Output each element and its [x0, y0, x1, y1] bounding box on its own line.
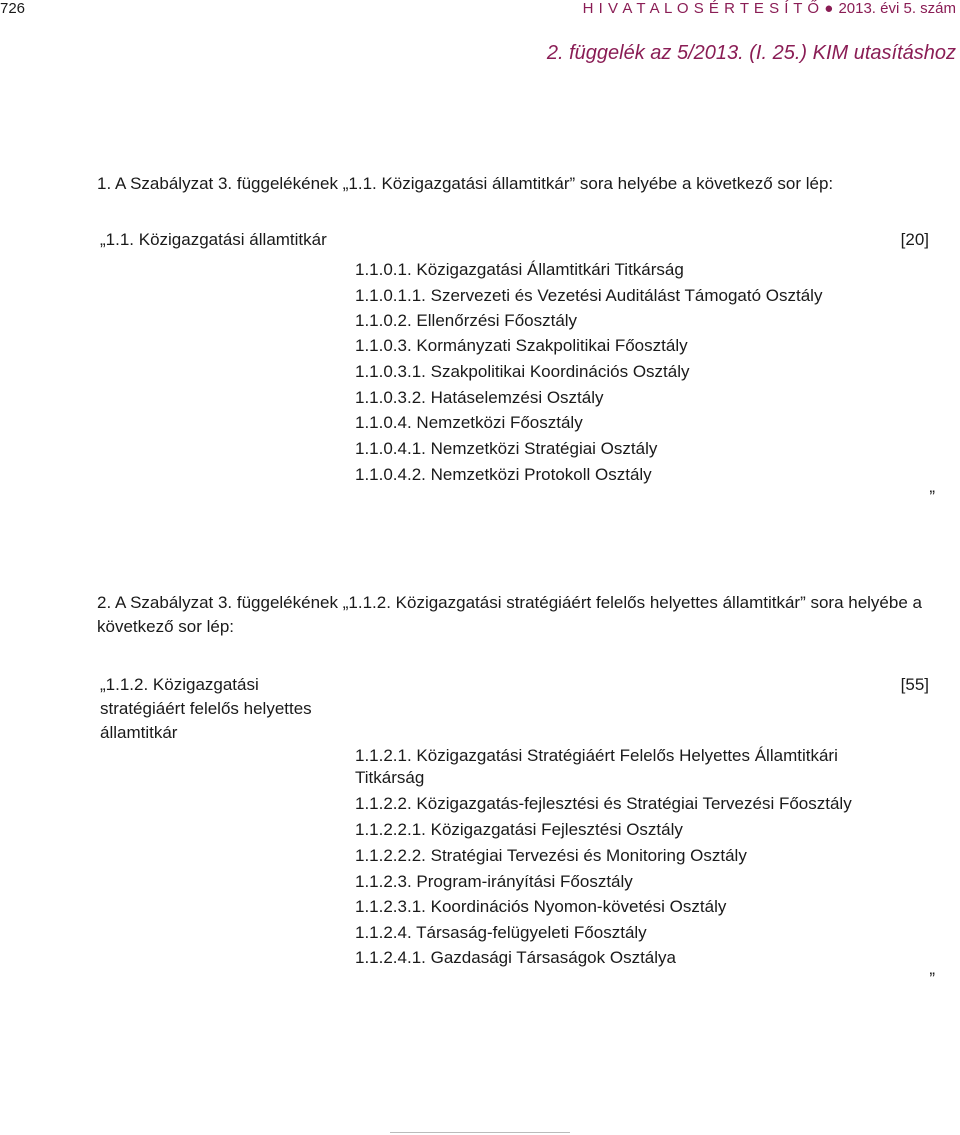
list-item: 1.1.2.2. Közigazgatás-fejlesztési és Stratégiai Tervezési Főosztály	[355, 794, 852, 813]
list-item-continuation: Titkárság	[355, 768, 425, 787]
list-item: 1.1.2.3. Program-irányítási Főosztály	[355, 872, 633, 891]
section1-unit-title: „1.1. Közigazgatási államtitkár	[100, 230, 327, 249]
list-item: 1.1.2.3.1. Koordinációs Nyomon-követési Osztály	[355, 897, 727, 916]
list-item: 1.1.2.4. Társaság-felügyeleti Főosztály	[355, 923, 647, 942]
section2-headcount: [55]	[900, 675, 929, 694]
list-item: 1.1.0.3.2. Hatáselemzési Osztály	[355, 388, 604, 407]
list-item: 1.1.2.2.2. Stratégiai Tervezési és Monitoring Osztály	[355, 846, 747, 865]
list-item: 1.1.2.1. Közigazgatási Stratégiáért Felelős Helyettes Államtitkári	[355, 746, 838, 765]
list-item: 1.1.0.3.1. Szakpolitikai Koordinációs Osztály	[355, 362, 690, 381]
section2-closing-quote: ”	[929, 969, 935, 988]
section2-intro	[97, 591, 959, 639]
list-item: 1.1.0.4.1. Nemzetközi Stratégiai Osztály	[355, 439, 658, 458]
list-item: 1.1.0.4. Nemzetközi Főosztály	[355, 413, 583, 432]
list-item: 1.1.2.4.1. Gazdasági Társaságok Osztálya	[355, 948, 676, 967]
section2-intro-line2: következő sor lép:	[97, 617, 235, 636]
section2-unit-title-line3: államtitkár	[100, 723, 178, 742]
running-header	[583, 0, 956, 17]
section2-unit-title-line1: „1.1.2. Közigazgatási	[100, 675, 259, 694]
list-item: 1.1.0.2. Ellenőrzési Főosztály	[355, 311, 578, 330]
issue-number: 2013. évi 5. szám	[838, 0, 956, 17]
bullet-icon: ●	[824, 0, 834, 17]
list-item: 1.1.2.2.1. Közigazgatási Fejlesztési Osztály	[355, 820, 683, 839]
footer-rule	[390, 1132, 570, 1133]
list-item: 1.1.0.1. Közigazgatási Államtitkári Titkárság	[355, 260, 684, 279]
section1-closing-quote: ”	[929, 487, 935, 506]
page-number: 726	[0, 0, 26, 17]
list-item: 1.1.0.1.1. Szervezeti és Vezetési Auditálást Támogató Osztály	[355, 286, 823, 305]
annex-title: 2. függelék az 5/2013. (I. 25.) KIM utasításhoz	[546, 42, 956, 64]
section1-intro: 1. A Szabályzat 3. függelékének „1.1. Közigazgatási államtitkár” sora helyébe a következő sor lép:	[97, 174, 834, 193]
list-item: 1.1.0.4.2. Nemzetközi Protokoll Osztály	[355, 465, 652, 484]
journal-title: H I V A T A L O S É R T E S Í T Ő	[582, 0, 820, 17]
list-item: 1.1.0.3. Kormányzati Szakpolitikai Főosztály	[355, 336, 688, 355]
section2-unit-title	[100, 673, 312, 745]
section1-headcount: [20]	[900, 230, 929, 249]
section2-intro-line1: 2. A Szabályzat 3. függelékének „1.1.2. Közigazgatási stratégiáért felelős helyettes államtitkár” sora helyébe a	[97, 593, 922, 612]
section2-unit-title-line2: stratégiáért felelős helyettes	[100, 699, 312, 718]
